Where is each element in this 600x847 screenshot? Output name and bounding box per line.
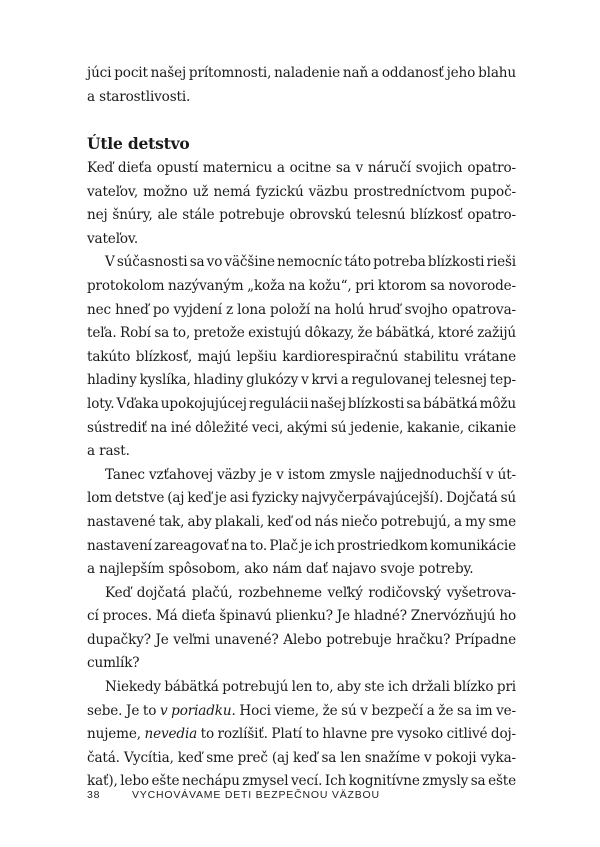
- section-body: [87, 157, 516, 794]
- text-line: cumlík?: [87, 655, 140, 672]
- paragraph: [87, 582, 516, 676]
- paragraph: [87, 464, 516, 582]
- text-run: čatá. Vycítia, keď sme preč (aj keď sa len snažíme v pokoji vyka-: [87, 749, 517, 766]
- section-heading: Útle detstvo: [87, 134, 190, 153]
- page-footer: [87, 789, 487, 801]
- text-line: [87, 676, 516, 700]
- text-line: Keď dojčatá plačú, rozbehneme veľký rodičovský vyšetrova-: [105, 584, 516, 601]
- text-line: nastavené tak, aby plakali, keď od nás niečo potrebujú, a my sme: [87, 513, 516, 530]
- text-line: protokolom nazývaným „koža na kožu“, pri ktorom sa novorode-: [87, 277, 516, 294]
- text-line: [87, 723, 516, 747]
- text-line: vateľov, možno už nemá fyzickú väzbu prostredníctvom pupoč-: [87, 183, 516, 200]
- text-line: [87, 747, 516, 771]
- text-line: vateľov.: [87, 230, 139, 247]
- paragraph: [87, 251, 516, 463]
- text-line: nej šnúry, ale stále potrebuje obrovskú telesnú blízkosť opatro-: [87, 207, 516, 224]
- text-run: . Hoci vieme, že sú v bezpečí a že sa im ve-: [231, 702, 516, 719]
- text-line: a rast.: [87, 443, 130, 460]
- text-line: teľa. Robí sa to, pretože existujú dôkazy, že bábätká, ktoré zažijú: [87, 325, 516, 342]
- paragraph: [87, 157, 516, 251]
- text-line: [87, 700, 516, 724]
- text-run: nujeme,: [87, 726, 145, 743]
- intro-paragraph: [87, 62, 516, 109]
- text-line: a najlepším spôsobom, ako nám dať najavo svoje potreby.: [87, 561, 474, 578]
- text-line: nastavení zareagovať na to. Plač je ich prostriedkom komunikácie: [87, 537, 516, 554]
- text-line: nec hneď po vyjdení z lona položí na holú hruď svojho opatrova-: [87, 301, 516, 318]
- text-run: kať), lebo ešte nechápu zmysel vecí. Ich kognitívne zmysly sa ešte: [87, 773, 516, 790]
- text-line: cí proces. Má dieťa špinavú plienku? Je hladné? Znervózňujú ho: [87, 608, 516, 625]
- text-run: sebe. Je to: [87, 702, 160, 719]
- page-number: 38: [87, 789, 101, 801]
- text-line: dupačky? Je veľmi unavené? Alebo potrebuje hračku? Prípadne: [87, 631, 516, 648]
- text-line: sústrediť na iné dôležité veci, akými sú jedenie, kakanie, cikanie: [87, 419, 516, 436]
- text-line: Tanec vzťahovej väzby je v istom zmysle najjednoduchší v út-: [105, 466, 516, 483]
- text-line: lom detstve (aj keď je asi fyzicky najvyčerpávajúcejší). Dojčatá sú: [87, 490, 516, 507]
- text-line: takúto blízkosť, majú lepšiu kardiorespiračnú stabilitu vrátane: [87, 348, 516, 365]
- emphasis-text: nevedia: [144, 726, 198, 743]
- text-line: júci pocit našej prítomnosti, naladenie naň a oddanosť jeho blahu: [87, 65, 516, 81]
- text-line: hladiny kyslíka, hladiny glukózy v krvi a regulovanej telesnej tep-: [87, 372, 516, 389]
- text-line: loty. Vďaka upokojujúcej regulácii našej blízkosti sa bábätká môžu: [87, 395, 516, 412]
- text-line: V súčasnosti sa vo väčšine nemocníc táto potreba blízkosti rieši: [105, 254, 516, 271]
- text-line: a starostlivosti.: [87, 88, 191, 105]
- paragraph: [87, 676, 516, 794]
- emphasis-text: v poriadku: [159, 702, 232, 719]
- text-run: to rozlíšiť. Platí to hlavne pre vysoko citlivé doj-: [197, 726, 516, 743]
- text-run: Niekedy bábätká potrebujú len to, aby ste ich držali blízko pri: [105, 679, 516, 696]
- running-title: VYCHOVÁVAME DETI BEZPEČNOU VÄZBOU: [132, 789, 380, 801]
- text-line: Keď dieťa opustí maternicu a ocitne sa v náručí svojich opatro-: [87, 160, 516, 176]
